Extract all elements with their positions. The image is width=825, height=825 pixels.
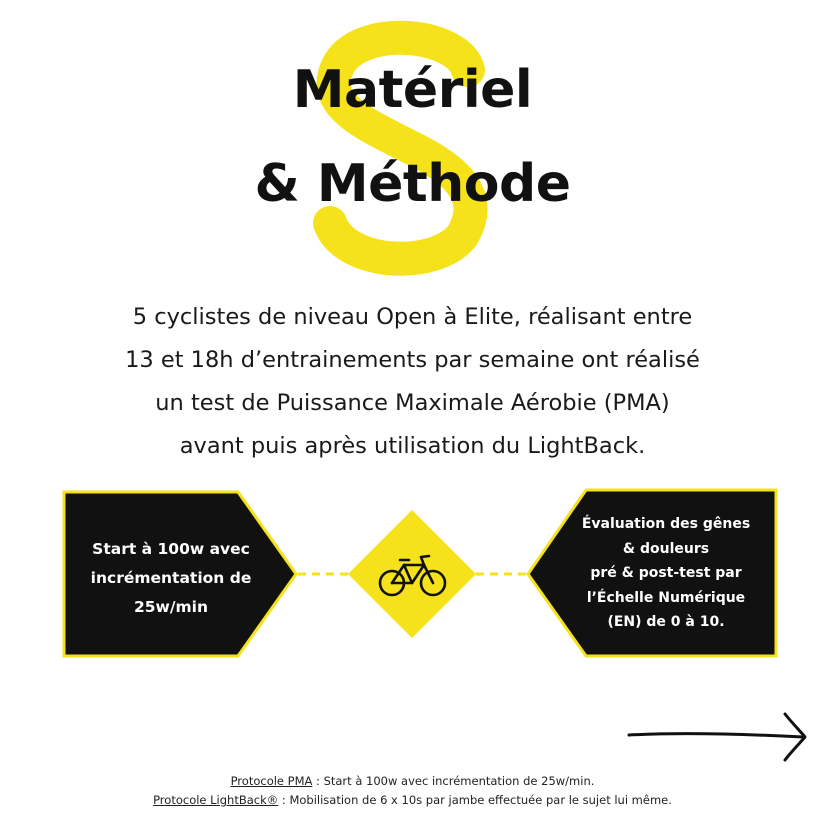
footer-notes	[0, 772, 825, 810]
intro-line: avant puis après utilisation du LightBack.	[179, 433, 646, 459]
right-box-line: (EN) de 0 à 10.	[607, 614, 725, 630]
footer-label-pma: Protocole PMA	[230, 774, 313, 788]
right-box-line: pré & post-test par	[590, 565, 742, 581]
page-title-line1: Matériel	[292, 60, 533, 120]
right-box-line: & douleurs	[622, 540, 710, 557]
footer-line-pma	[0, 772, 825, 791]
logo-s-icon	[290, 8, 520, 278]
intro-line: 13 et 18h d’entrainements par semaine ont réalisé	[125, 347, 700, 373]
center-diamond	[348, 510, 476, 638]
intro-line: un test de Puissance Maximale Aérobie (PMA)	[155, 390, 670, 416]
page-title-line2: & Méthode	[254, 154, 571, 214]
arrow-right-icon[interactable]	[625, 708, 810, 768]
left-box-line: Start à 100w avec	[92, 540, 250, 558]
footer-text-pma: : Start à 100w avec incrémentation de 25w/min.	[312, 774, 595, 788]
left-box-line: incrémentation de	[90, 569, 252, 587]
intro-line: 5 cyclistes de niveau Open à Elite, réalisant entre	[132, 304, 693, 330]
footer-line-lightback	[0, 791, 825, 810]
right-box-text	[560, 512, 772, 635]
intro-paragraph	[40, 296, 785, 468]
right-box-line: Évaluation des gênes	[581, 516, 751, 532]
right-box-line: l’Échelle Numérique	[586, 589, 746, 606]
footer-text-lightback: : Mobilisation de 6 x 10s par jambe effectuée par le sujet lui même.	[278, 793, 672, 807]
left-box-line: 25w/min	[133, 598, 209, 616]
footer-label-lightback: Protocole LightBack®	[153, 793, 279, 807]
left-box-text	[66, 535, 276, 622]
